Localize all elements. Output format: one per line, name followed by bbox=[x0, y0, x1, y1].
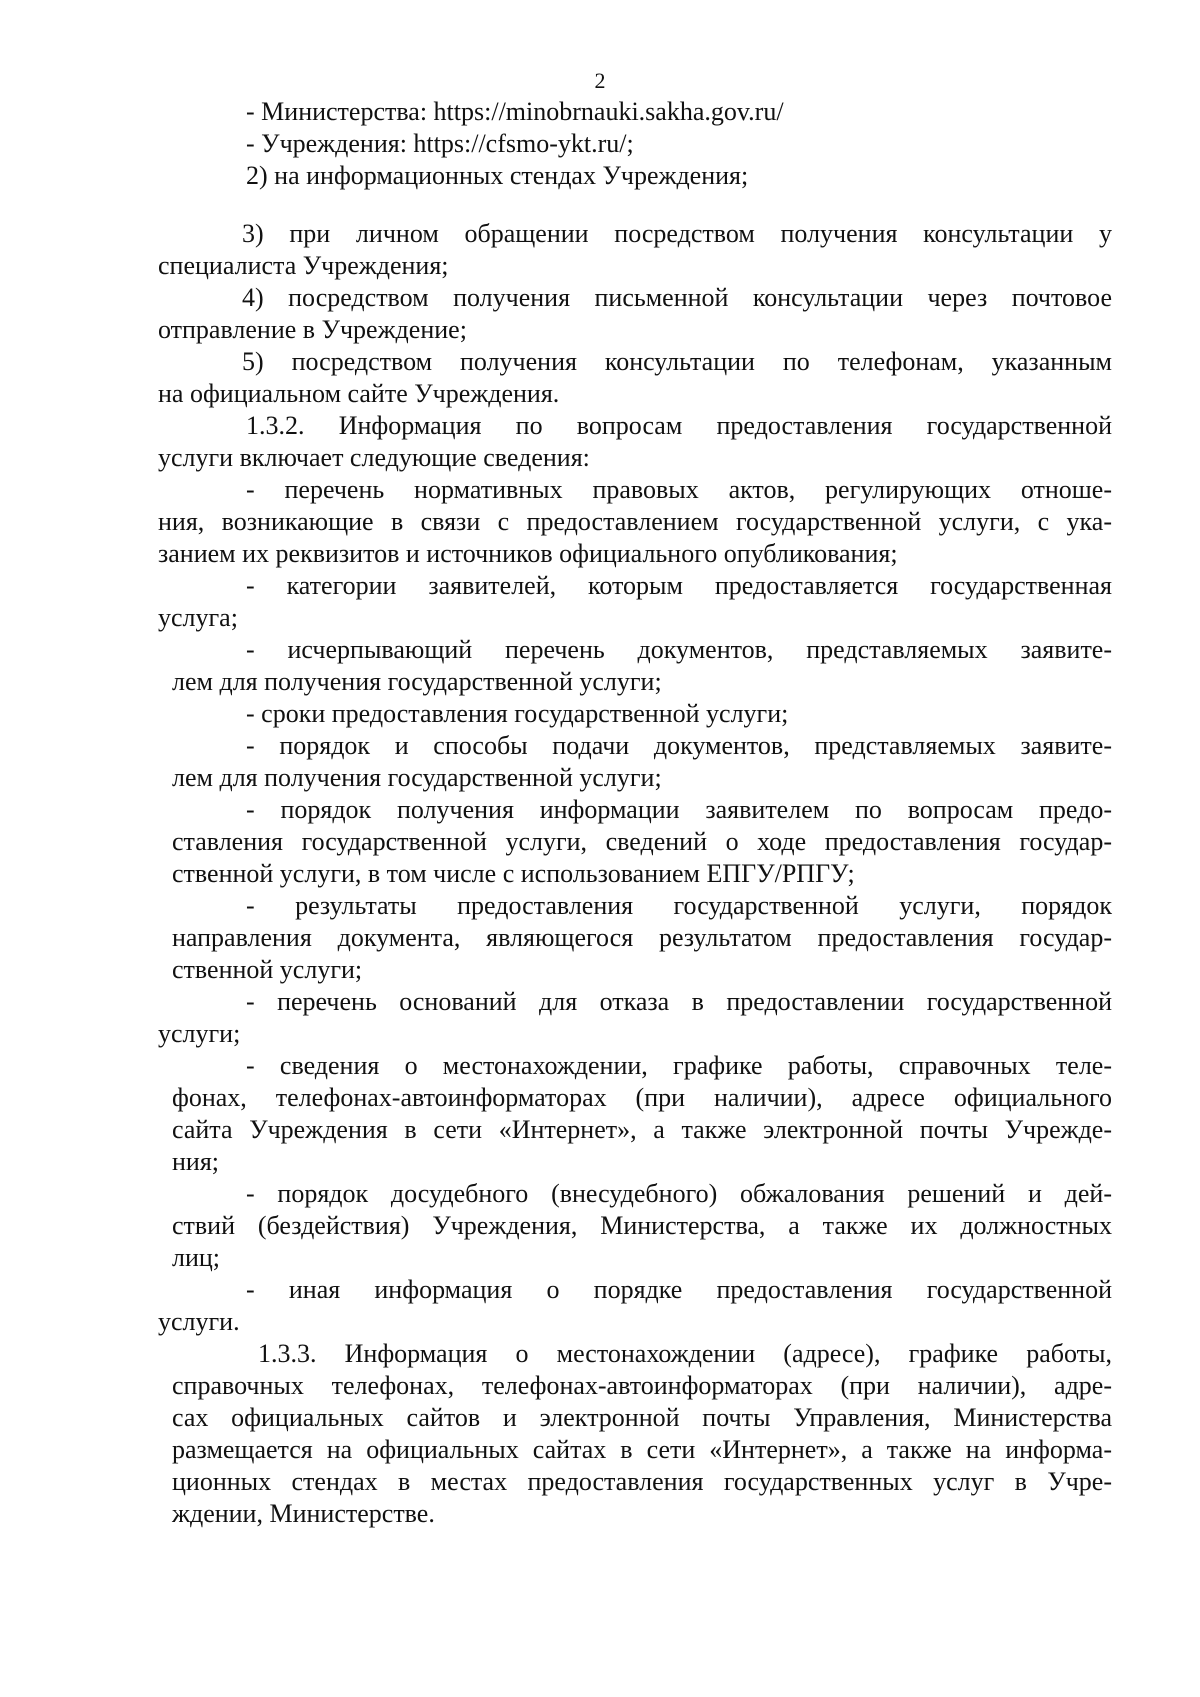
text-line: - перечень нормативных правовых актов, регулирующих отноше- bbox=[246, 475, 1112, 504]
text-line: лем для получения государственной услуги; bbox=[172, 667, 662, 696]
text-line: - порядок и способы подачи документов, представляемых заявите- bbox=[246, 731, 1112, 760]
text-line: специалиста Учреждения; bbox=[158, 251, 449, 280]
text-line: услуги включает следующие сведения: bbox=[158, 443, 590, 472]
text-line: 1.3.2. Информация по вопросам предоставления государственной bbox=[246, 411, 1112, 440]
text-line: - категории заявителей, которым предоставляется государственная bbox=[246, 571, 1112, 600]
text-line: занием их реквизитов и источников официального опубликования; bbox=[158, 539, 898, 568]
text-line: - результаты предоставления государственной услуги, порядок bbox=[246, 891, 1112, 920]
page-number: 2 bbox=[594, 68, 606, 93]
text-line: сайта Учреждения в сети «Интернет», а также электронной почты Учрежде- bbox=[172, 1115, 1112, 1144]
text-line: 4) посредством получения письменной консультации через почтовое bbox=[242, 283, 1112, 312]
text-line: размещается на официальных сайтах в сети «Интернет», а также на информа- bbox=[172, 1435, 1112, 1464]
text-line: услуги. bbox=[158, 1307, 240, 1336]
text-line: на официальном сайте Учреждения. bbox=[158, 379, 560, 408]
text-line: - Учреждения: https://cfsmo-ykt.ru/; bbox=[246, 129, 634, 158]
text-line: ставления государственной услуги, сведений о ходе предоставления государ- bbox=[172, 827, 1112, 856]
text-line: ционных стендах в местах предоставления государственных услуг в Учре- bbox=[172, 1467, 1112, 1496]
text-line: - порядок досудебного (внесудебного) обжалования решений и дей- bbox=[246, 1179, 1112, 1208]
text-line: - иная информация о порядке предоставления государственной bbox=[246, 1275, 1112, 1304]
text-line: справочных телефонах, телефонах-автоинформаторах (при наличии), адре- bbox=[172, 1371, 1112, 1400]
text-line: отправление в Учреждение; bbox=[158, 315, 467, 344]
text-line: ствий (бездействия) Учреждения, Министерства, а также их должностных bbox=[172, 1211, 1112, 1240]
text-line: ственной услуги, в том числе с использованием ЕПГУ/РПГУ; bbox=[172, 859, 855, 888]
text-line: - Министерства: https://minobrnauki.sakha.gov.ru/ bbox=[246, 97, 784, 126]
text-line: направления документа, являющегося результатом предоставления государ- bbox=[172, 923, 1112, 952]
text-line: услуга; bbox=[158, 603, 238, 632]
text-line: - исчерпывающий перечень документов, представляемых заявите- bbox=[246, 635, 1112, 664]
text-line: ния, возникающие в связи с предоставлением государственной услуги, с ука- bbox=[158, 507, 1112, 536]
text-line: - порядок получения информации заявителем по вопросам предо- bbox=[246, 795, 1112, 824]
text-line: 3) при личном обращении посредством получения консультации у bbox=[242, 219, 1112, 248]
text-line: лем для получения государственной услуги; bbox=[172, 763, 662, 792]
text-line: 1.3.3. Информация о местонахождении (адресе), графике работы, bbox=[258, 1339, 1112, 1368]
text-line: ственной услуги; bbox=[172, 955, 363, 984]
text-line: ждении, Министерстве. bbox=[172, 1499, 435, 1528]
text-line: фонах, телефонах-автоинформаторах (при наличии), адресе официального bbox=[172, 1083, 1112, 1112]
text-line: ния; bbox=[172, 1147, 220, 1176]
text-line: 2) на информационных стендах Учреждения; bbox=[246, 161, 749, 190]
text-line: сах официальных сайтов и электронной почты Управления, Министерства bbox=[172, 1403, 1112, 1432]
text-line: - сведения о местонахождении, графике работы, справочных теле- bbox=[246, 1051, 1112, 1080]
text-line: - сроки предоставления государственной услуги; bbox=[246, 699, 789, 728]
text-line: - перечень оснований для отказа в предоставлении государственной bbox=[246, 987, 1112, 1016]
text-line: услуги; bbox=[158, 1019, 241, 1048]
text-line: 5) посредством получения консультации по телефонам, указанным bbox=[242, 347, 1112, 376]
text-line: лиц; bbox=[172, 1243, 221, 1272]
